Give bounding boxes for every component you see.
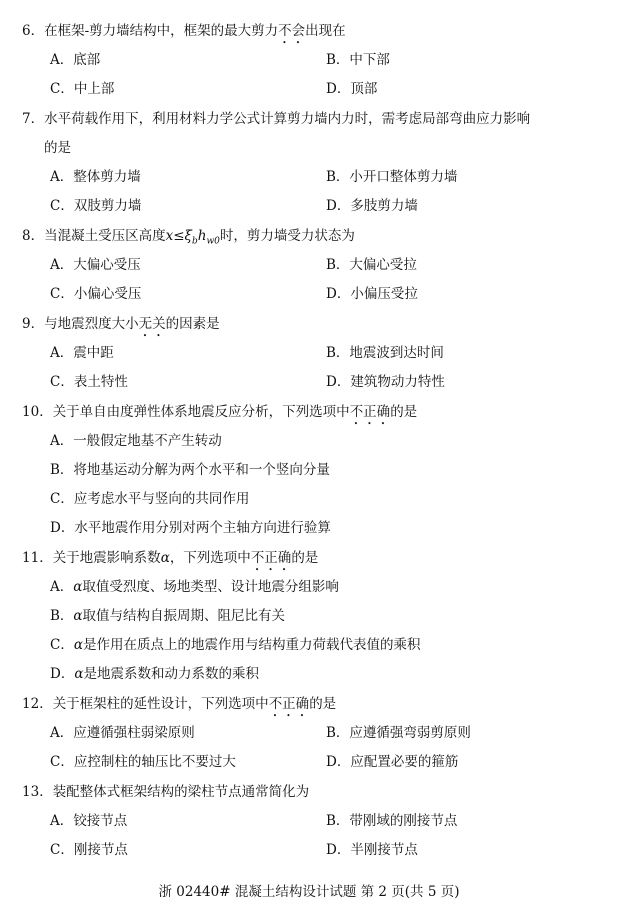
option-a[interactable]: A．一般假定地基不产生转动 [50, 433, 222, 449]
option-d[interactable]: D．水平地震作用分别对两个主轴方向进行验算 [50, 520, 331, 536]
option-b[interactable]: B．中下部 [326, 52, 390, 68]
option-d[interactable]: D．α是地震系数和动力系数的乘积 [50, 666, 259, 682]
option-d[interactable]: D．顶部 [326, 81, 378, 97]
option-a[interactable]: A．震中距 [50, 345, 114, 361]
option-a[interactable]: A．α取值受烈度、场地类型、设计地震分组影响 [50, 579, 339, 595]
question-6: 6．在框架-剪力墙结构中，框架的最大剪力不会出现在 [22, 23, 346, 39]
question-7: 7．水平荷载作用下，利用材料力学公式计算剪力墙内力时，需考虑局部弯曲应力影响 [22, 111, 531, 127]
option-c[interactable]: C．双肢剪力墙 [50, 198, 142, 214]
option-b[interactable]: B．带刚域的刚接节点 [326, 813, 458, 829]
option-b[interactable]: B．小开口整体剪力墙 [326, 169, 458, 185]
question-12: 12．关于框架柱的延性设计，下列选项中不正确的是 [22, 696, 337, 712]
option-d[interactable]: D．建筑物动力特性 [326, 374, 445, 390]
question-9: 9．与地震烈度大小无关的因素是 [22, 316, 220, 332]
option-b[interactable]: B．α取值与结构自振周期、阻尼比有关 [50, 608, 286, 624]
question-7-continued: 的是 [44, 140, 71, 156]
question-8: 8．当混凝土受压区高度$x\le\xi_bh_{w0}$时，剪力墙受力状态为 [22, 228, 355, 247]
option-a[interactable]: A．应遵循强柱弱梁原则 [50, 725, 195, 741]
option-b[interactable]: B．应遵循强弯弱剪原则 [326, 725, 471, 741]
option-a[interactable]: A．铰接节点 [50, 813, 128, 829]
option-c[interactable]: C．应考虑水平与竖向的共同作用 [50, 491, 250, 507]
option-c[interactable]: C．α是作用在质点上的地震作用与结构重力荷载代表值的乘积 [50, 637, 421, 653]
option-c[interactable]: C．应控制柱的轴压比不要过大 [50, 754, 236, 770]
option-d[interactable]: D．多肢剪力墙 [326, 198, 418, 214]
page-footer: 浙 02440# 混凝土结构设计试题 第 2 页(共 5 页) [158, 884, 460, 900]
option-c[interactable]: C．刚接节点 [50, 842, 128, 858]
option-c[interactable]: C．中上部 [50, 81, 115, 97]
option-c[interactable]: C．表土特性 [50, 374, 128, 390]
option-a[interactable]: A．整体剪力墙 [50, 169, 141, 185]
question-10: 10．关于单自由度弹性体系地震反应分析，下列选项中不正确的是 [22, 404, 418, 420]
question-13: 13．装配整体式框架结构的梁柱节点通常简化为 [22, 784, 310, 800]
option-d[interactable]: D．应配置必要的箍筋 [326, 754, 459, 770]
option-c[interactable]: C．小偏心受压 [50, 286, 142, 302]
option-b[interactable]: B．大偏心受拉 [326, 257, 417, 273]
option-d[interactable]: D．小偏压受拉 [326, 286, 418, 302]
option-b[interactable]: B．地震波到达时间 [326, 345, 444, 361]
question-11: 11．关于地震影响系数α，下列选项中不正确的是 [22, 550, 319, 566]
formula: $x\le\xi_bh_{w0}$ [165, 228, 220, 247]
option-a[interactable]: A．底部 [50, 52, 101, 68]
option-d[interactable]: D．半刚接节点 [326, 842, 418, 858]
option-a[interactable]: A．大偏心受压 [50, 257, 141, 273]
option-b[interactable]: B．将地基运动分解为两个水平和一个竖向分量 [50, 462, 330, 478]
